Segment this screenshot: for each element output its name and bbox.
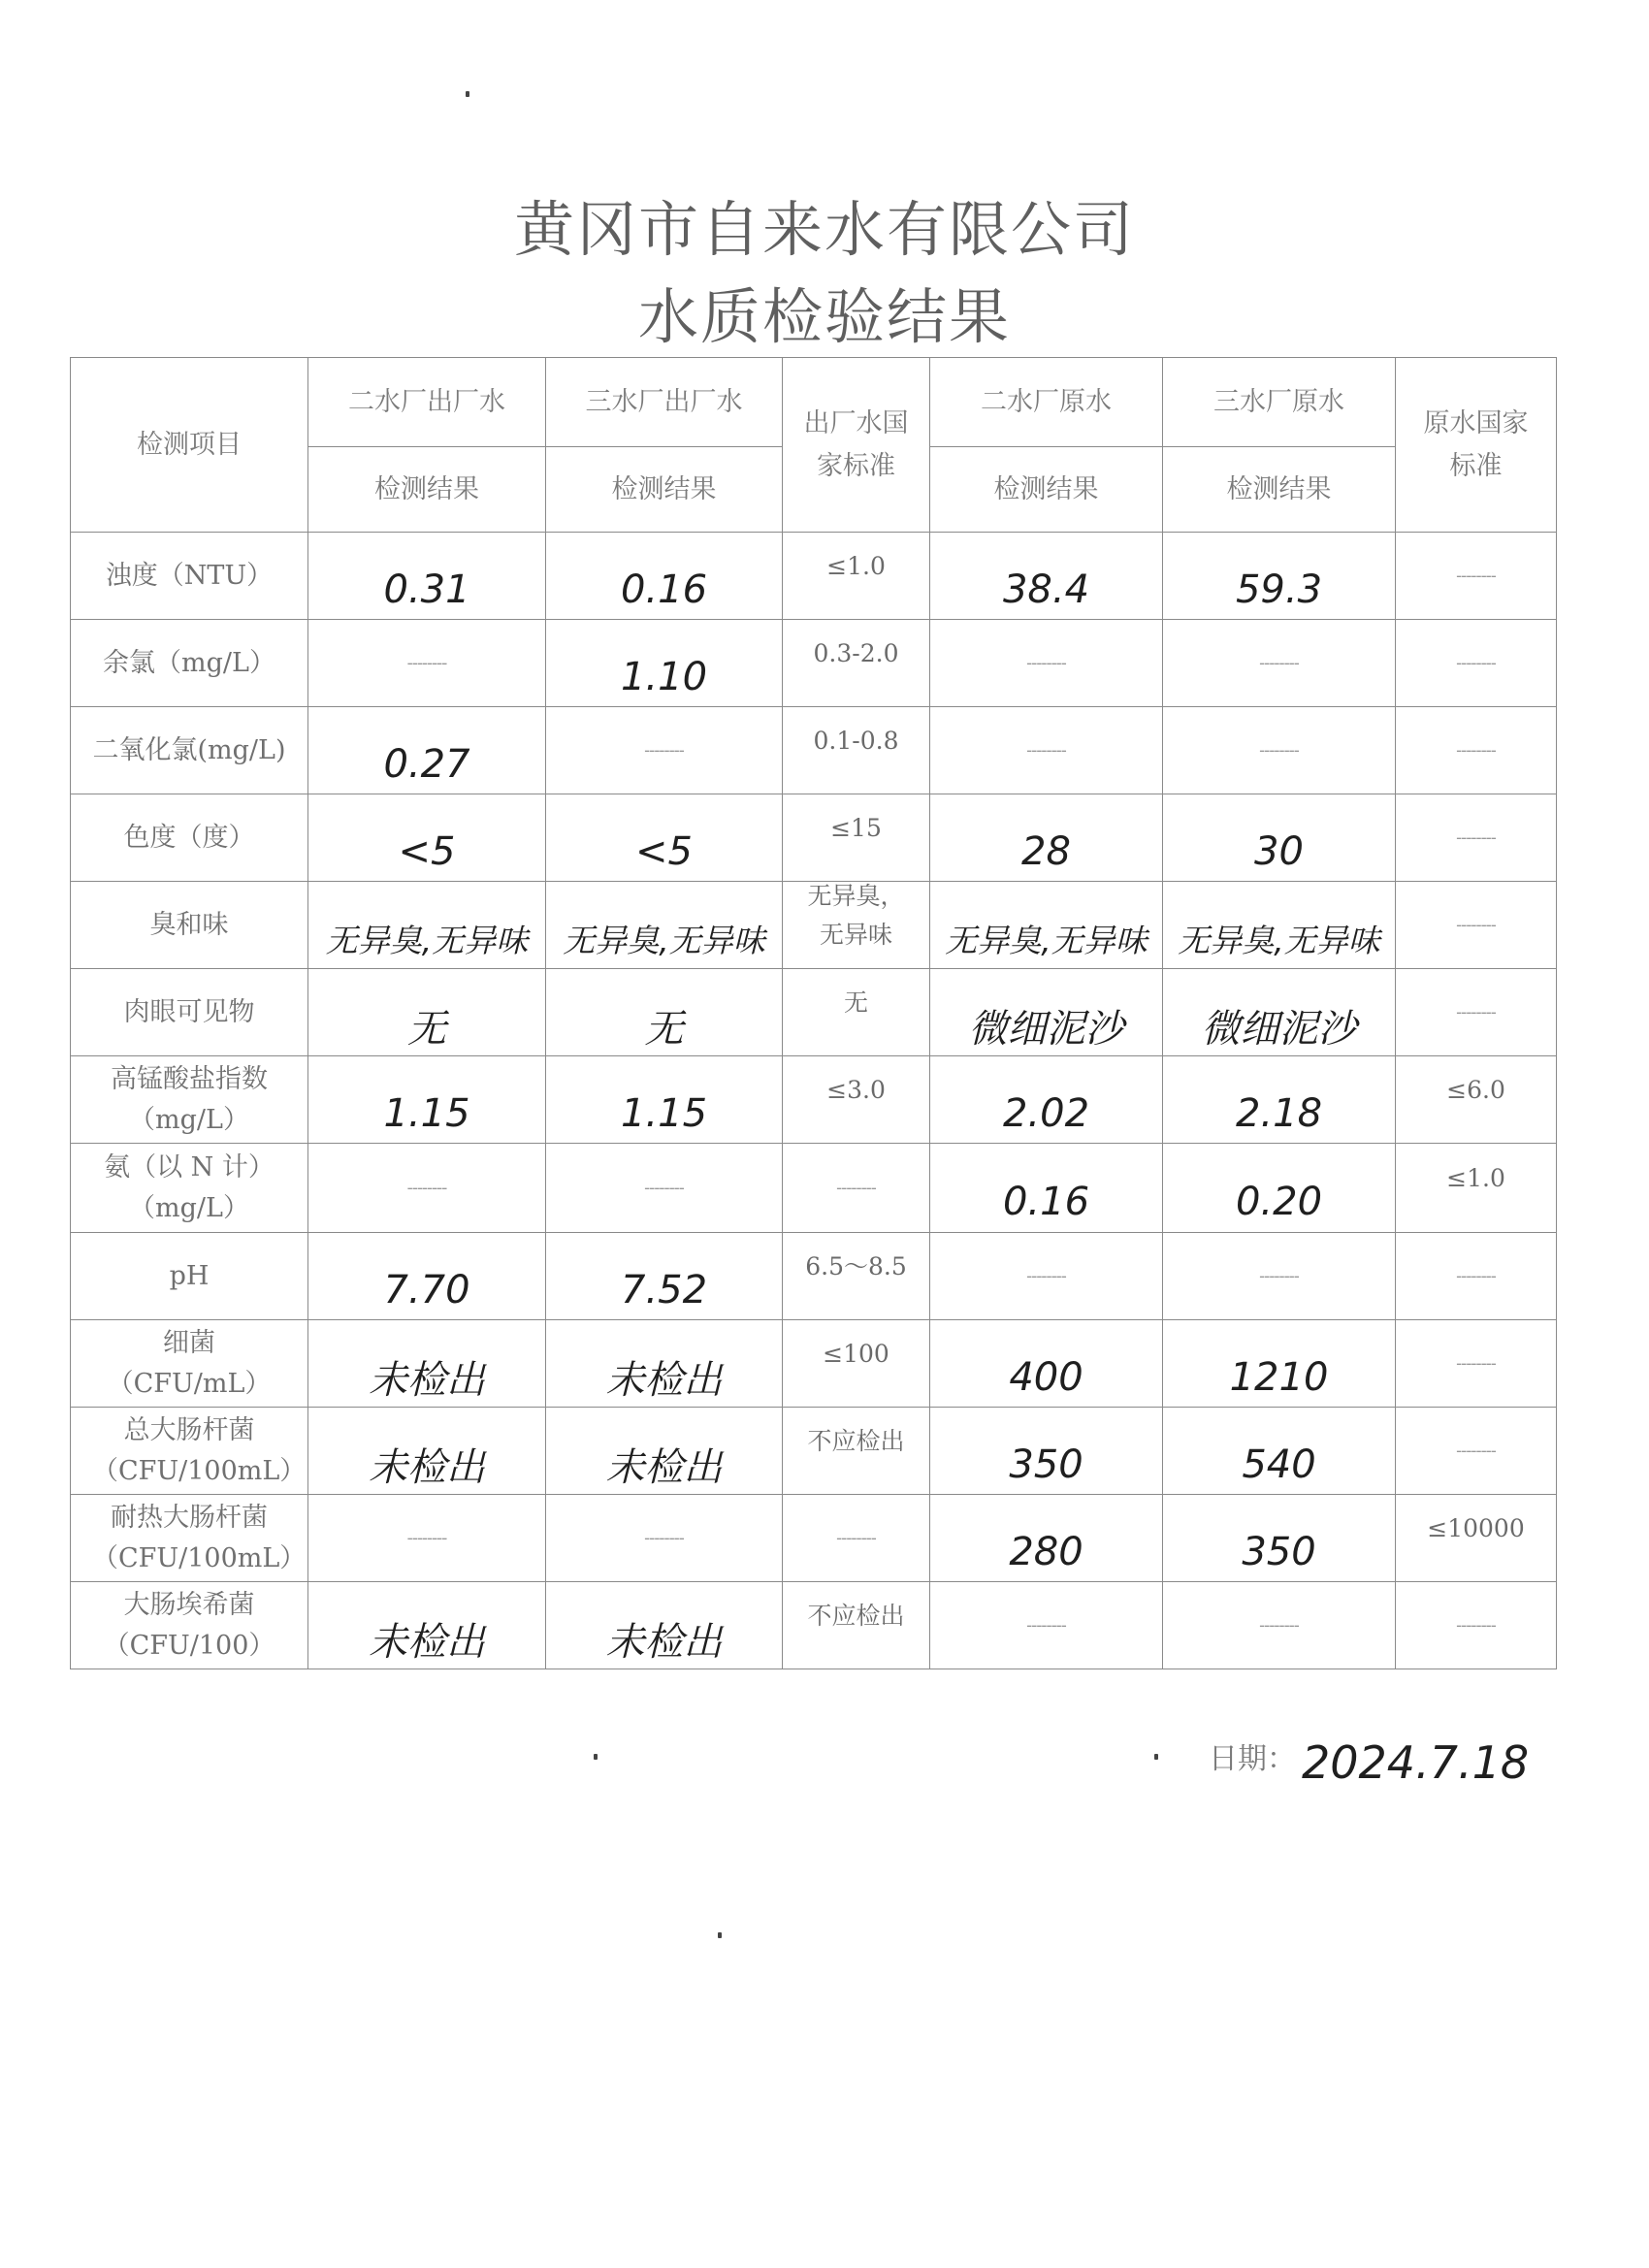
raw-standard-text: ≤10000 [1427,1513,1525,1542]
item-name-text: 耐热大肠杆菌（CFU/100mL） [92,1502,307,1573]
plant3-raw-result-text: 59.3 [1235,567,1323,612]
plant2-raw-result [930,707,1163,794]
plant2-raw-result [930,1056,1163,1144]
plant2-raw-result [930,1495,1163,1582]
plant3-finished-result-text: 无 [644,1007,684,1052]
item-name [71,1408,308,1495]
plant2-raw-result-text: 无异臭,无异味 [945,922,1148,959]
table-row [71,1582,1557,1669]
plant2-finished-result [308,882,546,969]
plant2-finished-result [308,794,546,882]
plant3-finished-result [546,1233,783,1320]
raw-standard [1396,533,1557,620]
plant3-finished-result [546,707,783,794]
finished-standard [783,1408,930,1495]
plant3-finished-result [546,882,783,969]
item-name [71,1056,308,1144]
plant2-raw-result [930,969,1163,1056]
table-row [71,882,1557,969]
raw-standard [1396,1320,1557,1408]
plant3-raw-result-text: -------- [1259,653,1299,673]
item-name-text: 肉眼可见物 [123,996,255,1027]
plant2-raw-result [930,1408,1163,1495]
item-name [71,1582,308,1669]
raw-standard-text: ≤6.0 [1446,1075,1505,1104]
plant3-raw-result-text: 0.20 [1235,1179,1323,1224]
item-name-text: 色度（度） [123,822,255,853]
item-name [71,620,308,707]
plant2-finished-result [308,1582,546,1669]
table-row [71,620,1557,707]
plant3-finished-result-text: <5 [635,828,693,874]
item-name-text: 总大肠杆菌（CFU/100mL） [92,1414,307,1486]
plant2-finished-result-text: -------- [406,1528,447,1548]
raw-standard-text: -------- [1456,566,1496,586]
finished-standard-text: ≤15 [830,813,882,842]
item-name [71,707,308,794]
plant3-finished-result-text: 1.15 [620,1090,708,1136]
raw-standard [1396,1144,1557,1233]
item-name-text: 大肠埃希菌（CFU/100） [103,1589,275,1661]
item-name [71,1144,308,1233]
plant3-raw-result [1163,1056,1396,1144]
plant3-finished-result-text: 1.10 [620,654,708,699]
finished-standard [783,1144,930,1233]
plant2-raw-result [930,1582,1163,1669]
plant3-finished-result-text: 无异臭,无异味 [563,922,765,959]
plant3-finished-result-text: 未检出 [605,1620,723,1665]
raw-standard [1396,1408,1557,1495]
plant3-raw-result [1163,969,1396,1056]
plant3-finished-result [546,1056,783,1144]
table-row [71,1495,1557,1582]
table-row [71,1233,1557,1320]
plant3-raw-result-text: 1210 [1229,1354,1329,1400]
plant2-finished-result-text: 无 [407,1007,446,1052]
item-name-text: 二氧化氯(mg/L) [92,734,286,765]
raw-standard-text: -------- [1456,1615,1496,1636]
plant2-raw-result [930,1320,1163,1408]
plant3-raw-result-text: 350 [1242,1529,1316,1574]
finished-standard-text: 不应检出 [807,1601,905,1630]
finished-standard [783,1582,930,1669]
header-plant3-finished: 三水厂出厂水 [546,358,783,447]
finished-standard-text: -------- [836,1178,876,1198]
plant2-raw-result-text: -------- [1026,1266,1066,1286]
plant2-finished-result-text: <5 [398,828,456,874]
item-name-text: 浊度（NTU） [105,560,274,591]
plant2-raw-result-text: -------- [1026,740,1066,761]
finished-standard [783,533,930,620]
header-finished-standard-text: 出厂水国家标准 [803,407,909,481]
plant3-finished-result [546,1495,783,1582]
finished-standard [783,1233,930,1320]
plant3-raw-result [1163,707,1396,794]
finished-standard [783,882,930,969]
plant2-raw-result [930,882,1163,969]
plant3-finished-result [546,794,783,882]
raw-standard-text: -------- [1456,915,1496,935]
scan-speck [594,1754,598,1760]
header-raw-standard [1396,358,1557,533]
plant2-finished-result-text: 0.27 [383,741,470,787]
plant3-raw-result [1163,533,1396,620]
plant2-finished-result-text: 未检出 [369,1620,485,1665]
plant3-finished-result [546,969,783,1056]
table-row [71,1408,1557,1495]
plant3-raw-result-text: 微细泥沙 [1201,1007,1357,1052]
plant2-finished-result [308,969,546,1056]
finished-standard-text: ≤100 [823,1339,889,1368]
scan-speck [466,91,469,97]
finished-standard [783,620,930,707]
raw-standard-text: -------- [1456,1441,1496,1461]
plant3-finished-result-text: -------- [644,1528,684,1548]
raw-standard [1396,1056,1557,1144]
header-plant2-finished: 二水厂出厂水 [308,358,546,447]
finished-standard-text: ≤3.0 [826,1075,886,1104]
header-plant3-raw: 三水厂原水 [1163,358,1396,447]
plant3-raw-result-text: 2.18 [1235,1090,1323,1136]
plant2-finished-result [308,1408,546,1495]
table-row [71,1056,1557,1144]
table-row [71,707,1557,794]
plant2-finished-result [308,1233,546,1320]
plant3-raw-result [1163,1495,1396,1582]
plant2-raw-result-text: 38.4 [1002,567,1090,612]
plant2-raw-result [930,1144,1163,1233]
finished-standard-text: 0.1-0.8 [813,726,899,755]
scan-speck [718,1932,722,1938]
raw-standard [1396,707,1557,794]
plant2-finished-result-text: 1.15 [383,1090,470,1136]
plant2-raw-result-text: 280 [1009,1529,1083,1574]
raw-standard-text: -------- [1456,1002,1496,1022]
item-name [71,1320,308,1408]
date-row [1209,1727,1530,1789]
finished-standard [783,1320,930,1408]
plant2-finished-result [308,707,546,794]
plant2-finished-result [308,1056,546,1144]
plant3-finished-result [546,1320,783,1408]
plant3-finished-result-text: 未检出 [605,1358,723,1403]
plant2-finished-result [308,620,546,707]
plant2-finished-result-text: -------- [406,653,447,673]
item-name [71,1233,308,1320]
plant3-finished-result-text: 7.52 [620,1267,708,1312]
date-label: 日期： [1209,1742,1296,1776]
item-name-text: 细菌（CFU/mL） [107,1327,272,1399]
plant2-raw-result-text: -------- [1026,653,1066,673]
raw-standard-text: ≤1.0 [1446,1163,1505,1192]
item-name-text: 余氯（mg/L） [103,647,275,678]
item-name [71,882,308,969]
plant3-finished-result [546,620,783,707]
plant2-finished-result-text: 0.31 [383,567,470,612]
plant3-finished-result [546,1408,783,1495]
plant2-finished-result [308,1495,546,1582]
plant3-finished-result-text: 未检出 [605,1445,723,1490]
plant2-raw-result-text: 0.16 [1002,1179,1090,1224]
plant3-finished-result [546,533,783,620]
plant2-finished-result-text: 7.70 [383,1267,470,1312]
finished-standard-text: 无 [843,988,868,1017]
plant2-raw-result [930,533,1163,620]
item-name-text: 高锰酸盐指数（mg/L） [111,1063,268,1135]
finished-standard [783,707,930,794]
plant3-raw-result-text: -------- [1259,740,1299,761]
plant2-raw-result [930,1233,1163,1320]
finished-standard [783,1495,930,1582]
plant2-raw-result [930,620,1163,707]
item-name [71,533,308,620]
header-finished-standard [783,358,930,533]
table-row [71,533,1557,620]
finished-standard-text: 6.5～8.5 [805,1251,907,1280]
finished-standard [783,969,930,1056]
plant3-raw-result [1163,882,1396,969]
date-value: 2024.7.18 [1302,1736,1530,1789]
raw-standard [1396,1495,1557,1582]
plant3-finished-result-text: -------- [644,740,684,761]
raw-standard-text: -------- [1456,827,1496,848]
plant2-raw-result [930,794,1163,882]
raw-standard [1396,1233,1557,1320]
plant3-raw-result [1163,794,1396,882]
raw-standard [1396,794,1557,882]
plant2-finished-result-text: 未检出 [369,1445,485,1490]
finished-standard-text: ≤1.0 [826,551,886,580]
plant2-raw-result-text: 28 [1021,828,1071,874]
report-title: 水质检验结果 [637,281,1011,352]
plant3-raw-result [1163,1320,1396,1408]
plant3-raw-result [1163,1144,1396,1233]
finished-standard-text: -------- [836,1528,876,1548]
header-result-4: 检测结果 [1163,447,1396,533]
plant2-raw-result-text: 2.02 [1002,1090,1090,1136]
raw-standard [1396,1582,1557,1669]
header-result-2: 检测结果 [546,447,783,533]
plant2-raw-result-text: 400 [1009,1354,1083,1400]
header-item: 检测项目 [71,358,308,533]
plant3-raw-result-text: -------- [1259,1615,1299,1636]
plant3-finished-result-text: 0.16 [620,567,708,612]
plant3-raw-result [1163,1582,1396,1669]
water-quality-table [70,357,1557,1669]
table-row [71,1144,1557,1233]
plant3-raw-result-text: 30 [1254,828,1304,874]
header-raw-standard-text: 原水国家标准 [1423,407,1529,481]
raw-standard [1396,620,1557,707]
plant3-raw-result [1163,1233,1396,1320]
raw-standard-text: -------- [1456,653,1496,673]
item-name-text: 臭和味 [149,909,229,940]
plant2-finished-result-text: 未检出 [369,1358,485,1403]
header-plant2-raw: 二水厂原水 [930,358,1163,447]
table-row [71,969,1557,1056]
plant3-raw-result-text: 540 [1242,1442,1316,1487]
item-name [71,794,308,882]
plant3-finished-result [546,1144,783,1233]
plant2-raw-result-text: 微细泥沙 [968,1007,1124,1052]
plant2-raw-result-text: 350 [1009,1442,1083,1487]
plant2-raw-result-text: -------- [1026,1615,1066,1636]
company-title: 黄冈市自来水有限公司 [513,194,1135,265]
plant3-raw-result-text: 无异臭,无异味 [1178,922,1380,959]
item-name-text: pH [169,1260,210,1291]
plant3-raw-result [1163,1408,1396,1495]
plant3-raw-result [1163,620,1396,707]
finished-standard [783,794,930,882]
raw-standard-text: -------- [1456,1353,1496,1374]
table-row [71,794,1557,882]
item-name-text: 氨（以 N 计）（mg/L） [104,1151,275,1223]
table-row [71,1320,1557,1408]
finished-standard-text: 不应检出 [807,1426,905,1455]
finished-standard-text: 无异臭，无异味 [807,881,905,949]
item-name [71,969,308,1056]
plant2-finished-result [308,1320,546,1408]
plant2-finished-result-text: -------- [406,1178,447,1198]
item-name [71,1495,308,1582]
plant2-finished-result-text: 无异臭,无异味 [325,922,529,959]
header-result-3: 检测结果 [930,447,1163,533]
raw-standard-text: -------- [1456,1266,1496,1286]
plant3-raw-result-text: -------- [1259,1266,1299,1286]
finished-standard-text: 0.3-2.0 [813,638,899,667]
plant3-finished-result-text: -------- [644,1178,684,1198]
plant2-finished-result [308,533,546,620]
finished-standard [783,1056,930,1144]
plant2-finished-result [308,1144,546,1233]
raw-standard-text: -------- [1456,740,1496,761]
plant3-finished-result [546,1582,783,1669]
header-result-1: 检测结果 [308,447,546,533]
raw-standard [1396,882,1557,969]
scan-speck [1154,1754,1158,1760]
raw-standard [1396,969,1557,1056]
